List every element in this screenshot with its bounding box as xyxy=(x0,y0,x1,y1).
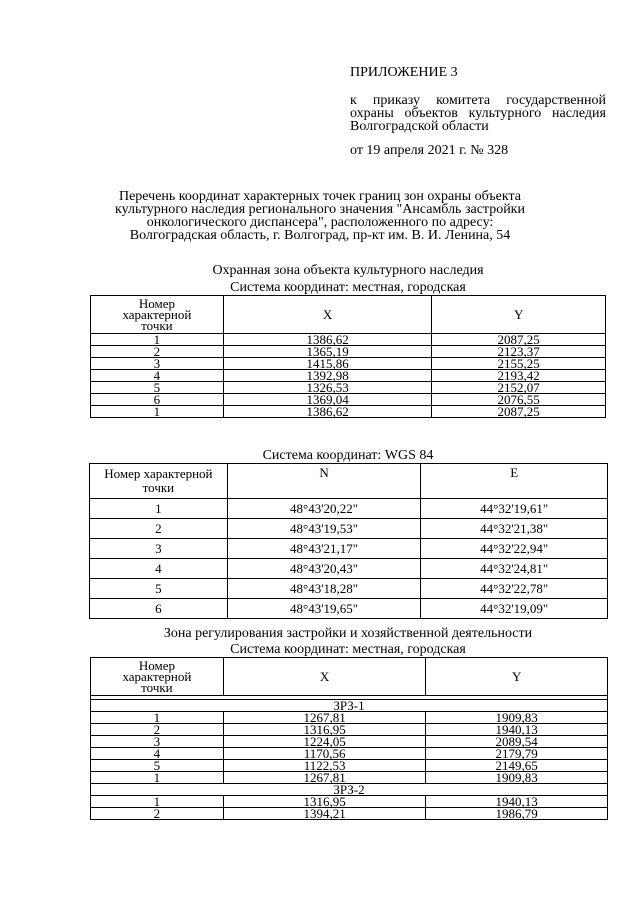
table-header-row xyxy=(91,658,608,696)
table-row: 4 1170,56 2179,79 xyxy=(91,748,608,760)
table-header-row xyxy=(90,464,608,499)
table-row: 3 48°43'21,17" 44°32'22,94" xyxy=(90,539,608,559)
section2-system: Система координат: WGS 84 xyxy=(262,448,434,463)
table-row: 3 1415,86 2155,25 xyxy=(91,358,606,370)
table-row: 2 1316,95 1940,13 xyxy=(91,724,608,736)
table-row: 2 1394,21 1986,79 xyxy=(91,808,608,820)
table-row: 4 1392,98 2193,42 xyxy=(91,370,606,382)
wgs84-table xyxy=(89,463,608,619)
table-row: 6 48°43'19,65" 44°32'19,09" xyxy=(90,599,608,619)
section1-system: Система координат: местная, городская xyxy=(230,280,466,295)
order-reference: к приказу комитета государственной охраны объектов культурного наследия Волгоградской области xyxy=(350,93,606,134)
table-row: 1 1316,95 1940,13 xyxy=(91,796,608,808)
table-row: 1 1386,62 2087,25 xyxy=(91,406,606,418)
col-header-y: Y xyxy=(432,296,606,334)
table-row: 1 1267,81 1909,83 xyxy=(91,712,608,724)
col-header-point: Номер характерной точки xyxy=(91,296,224,334)
col-header-n: N xyxy=(227,464,421,499)
col-header-point: Номер характерной точки xyxy=(91,658,224,696)
table-row: 1 1386,62 2087,25 xyxy=(91,334,606,346)
order-date: от 19 апреля 2021 г. № 328 xyxy=(350,143,509,158)
col-header-e: E xyxy=(421,464,608,499)
section1-title: Охранная зона объекта культурного наследия xyxy=(212,263,484,278)
table-row: 5 48°43'18,28" 44°32'22,78" xyxy=(90,579,608,599)
col-header-point: Номер характерной точки xyxy=(90,464,228,499)
group-row-zrz2: ЗРЗ-2 xyxy=(91,784,608,796)
table-row: 2 48°43'19,53" 44°32'21,38" xyxy=(90,519,608,539)
table-row: 1 48°43'20,22" 44°32'19,61" xyxy=(90,499,608,519)
col-header-x: X xyxy=(223,296,432,334)
table-row: 3 1224,05 2089,54 xyxy=(91,736,608,748)
table-row: 5 1326,53 2152,07 xyxy=(91,382,606,394)
intro-line-3: онкологического диспансера", расположенного по адресу: xyxy=(146,215,494,230)
appendix-title: ПРИЛОЖЕНИЕ 3 xyxy=(350,65,458,80)
table-row: 2 1365,19 2123,37 xyxy=(91,346,606,358)
document-intro xyxy=(100,190,540,242)
group-row-zrz1: ЗРЗ-1 xyxy=(91,700,608,712)
intro-line-2: культурного наследия регионального значения "Ансамбль застройки xyxy=(115,202,525,217)
table-row: 4 48°43'20,43" 44°32'24,81" xyxy=(90,559,608,579)
section3-title: Зона регулирования застройки и хозяйственной деятельности xyxy=(163,626,533,641)
col-header-x: X xyxy=(223,658,426,696)
table-row: 6 1369,04 2076,55 xyxy=(91,394,606,406)
regulation-zone-table xyxy=(90,657,608,820)
table-header-row xyxy=(91,296,606,334)
intro-line-1: Перечень координат характерных точек границ зон охраны объекта xyxy=(118,189,521,204)
section3-system: Система координат: местная, городская xyxy=(230,642,466,657)
intro-line-4: Волгоградская область, г. Волгоград, пр-кт им. В. И. Ленина, 54 xyxy=(129,228,511,243)
protection-zone-table xyxy=(90,295,606,418)
table-row: 5 1122,53 2149,65 xyxy=(91,760,608,772)
col-header-y: Y xyxy=(426,658,608,696)
table-row: 1 1267,81 1909,83 xyxy=(91,772,608,784)
